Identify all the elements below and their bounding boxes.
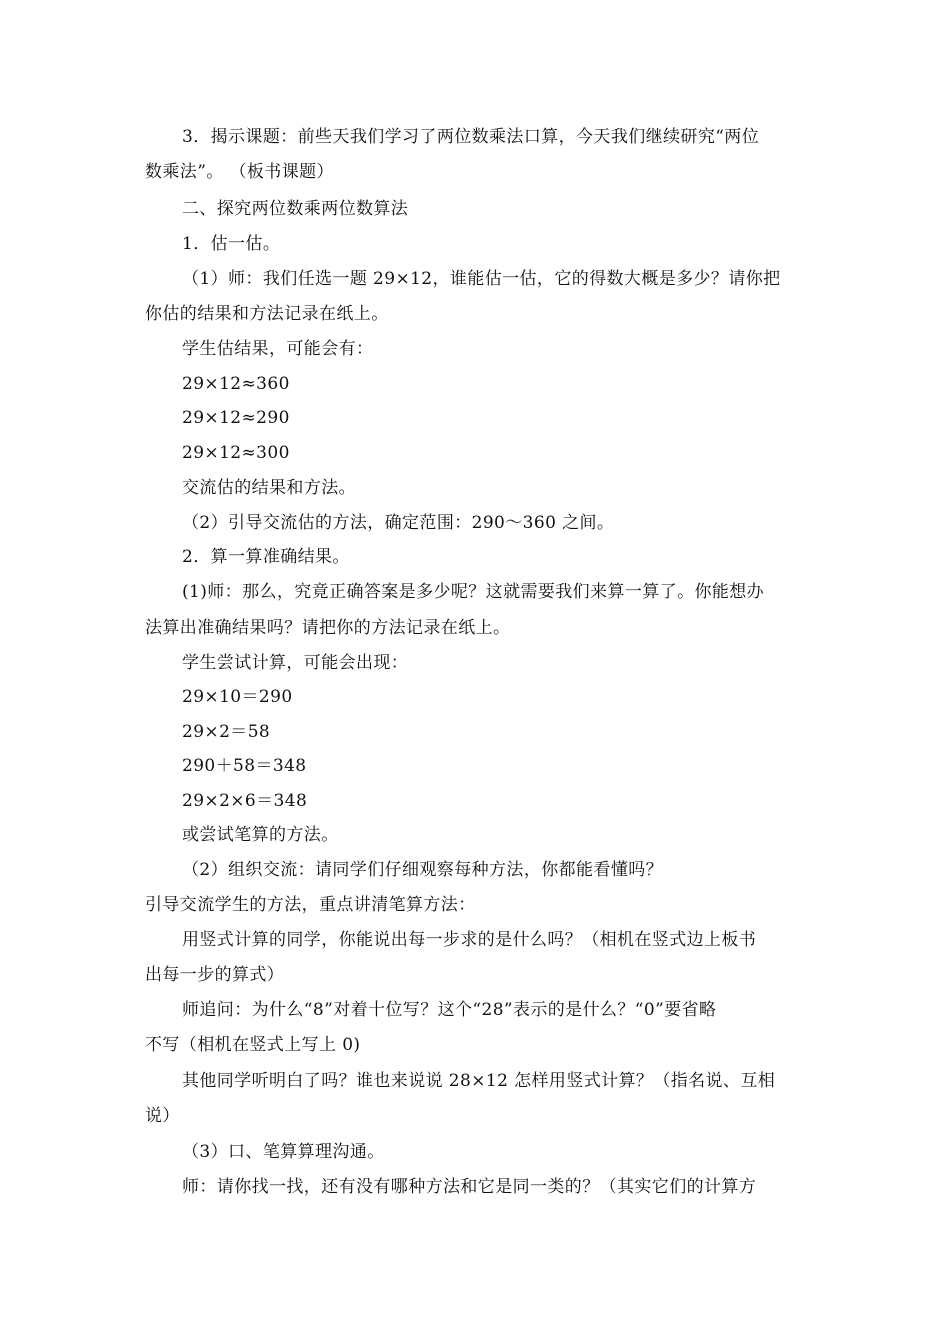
text-line: （2）组织交流：请同学们仔细观察每种方法，你都能看懂吗？ xyxy=(182,860,664,880)
text-line: 3．揭示课题：前些天我们学习了两位数乘法口算，今天我们继续研究“两位 xyxy=(182,127,760,147)
text-line: （3）口、笔算算理沟通。 xyxy=(182,1142,385,1162)
text-line: 其他同学听明白了吗？谁也来说说 28×12 怎样用竖式计算？（指名说、互相 xyxy=(182,1071,776,1091)
text-line: （1）师：我们任选一题 29×12，谁能估一估，它的得数大概是多少？请你把 xyxy=(182,269,781,289)
text-line: 或尝试笔算的方法。 xyxy=(182,825,339,845)
formula-line: 29×2＝58 xyxy=(182,722,271,742)
text-line: 法算出准确结果吗？请把你的方法记录在纸上。 xyxy=(145,618,511,638)
text-line: （2）引导交流估的方法，确定范围：290～360 之间。 xyxy=(182,513,615,533)
text-line: (1)师：那么，究竟正确答案是多少呢？这就需要我们来算一算了。你能想办 xyxy=(182,582,765,602)
text-line: 出每一步的算式） xyxy=(145,965,285,985)
section-heading: 二、探究两位数乘两位数算法 xyxy=(182,199,409,219)
text-line: 不写（相机在竖式上写上 0) xyxy=(145,1035,361,1055)
text-line: 师追问：为什么“8”对着十位写？这个“28”表示的是什么？“0”要省略 xyxy=(182,1000,717,1020)
text-line: 引导交流学生的方法，重点讲清笔算方法： xyxy=(145,895,476,915)
text-line: 学生估结果，可能会有： xyxy=(182,339,374,359)
subsection-heading: 2．算一算准确结果。 xyxy=(182,547,350,567)
formula-line: 29×12≈300 xyxy=(182,443,290,463)
formula-line: 29×2×6＝348 xyxy=(182,791,308,811)
formula-line: 29×10＝290 xyxy=(182,687,293,707)
formula-line: 29×12≈360 xyxy=(182,374,290,394)
text-line: 交流估的结果和方法。 xyxy=(182,478,356,498)
formula-line: 290＋58＝348 xyxy=(182,756,307,776)
formula-line: 29×12≈290 xyxy=(182,408,290,428)
text-line: 你估的结果和方法记录在纸上。 xyxy=(145,304,389,324)
text-line: 用竖式计算的同学，你能说出每一步求的是什么吗？（相机在竖式边上板书 xyxy=(182,930,757,950)
text-line: 数乘法”。 （板书课题） xyxy=(145,162,334,182)
text-line: 说） xyxy=(145,1106,180,1126)
subsection-heading: 1．估一估。 xyxy=(182,234,281,254)
text-line: 学生尝试计算，可能会出现： xyxy=(182,653,409,673)
text-line: 师：请你找一找，还有没有哪种方法和它是同一类的？（其实它们的计算方 xyxy=(182,1177,757,1197)
